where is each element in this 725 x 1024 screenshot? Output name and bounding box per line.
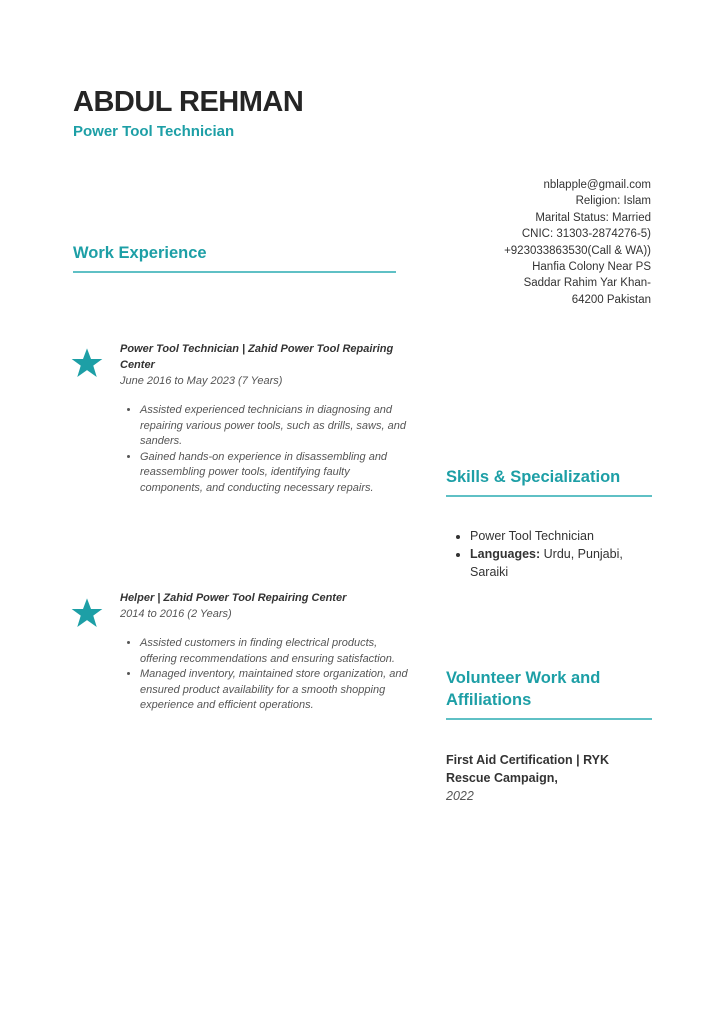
job-entry [120, 341, 412, 496]
skills-heading: Skills & Specialization [446, 468, 621, 486]
work-experience-heading: Work Experience [73, 244, 207, 262]
contact-email[interactable]: nblapple@gmail.com [543, 179, 651, 191]
star-icon [71, 597, 103, 629]
contact-phone: +923033863530(Call & WA)) [504, 244, 651, 257]
volunteer-title: First Aid Certification | RYK Rescue Campaign, [446, 753, 610, 785]
job-bullet: • Managed inventory, maintained store organization, and ensured product availability for a smooth shopping experience and efficient operations. [140, 667, 412, 714]
job-role: Helper | Zahid Power Tool Repairing Center [120, 592, 347, 604]
job-dates: June 2016 to May 2023 (7 Years) [120, 375, 283, 387]
languages-value: Urdu, Punjabi, Saraiki [470, 547, 623, 579]
job-bullets [120, 636, 412, 714]
skill-languages [470, 545, 660, 581]
job-bullet: • Assisted customers in finding electrical products, offering recommendations and ensuring satisfaction. [140, 636, 412, 667]
contact-block [504, 177, 651, 308]
skills-list [450, 527, 660, 581]
contact-address-1: Hanfia Colony Near PS [532, 261, 651, 274]
job-role: Power Tool Technician | Zahid Power Tool Repairing Center [120, 343, 394, 371]
contact-cnic: CNIC: 31303-2874276-5) [521, 228, 651, 241]
job-bullets [120, 403, 412, 496]
skills-divider [446, 495, 652, 497]
candidate-name: ABDUL REHMAN [73, 86, 304, 118]
contact-address-3: 64200 Pakistan [571, 293, 651, 306]
work-divider [73, 271, 396, 273]
job-bullet: • Assisted experienced technicians in diagnosing and repairing various power tools, such as drills, saws, and sanders. [140, 403, 412, 450]
skill-item: • Power Tool Technician [470, 527, 660, 545]
job-bullet: • Gained hands-on experience in disassembling and reassembling power tools, identifying faulty components, and conducting necessary repairs. [140, 450, 412, 497]
job-dates: 2014 to 2016 (2 Years) [120, 608, 232, 620]
contact-religion: Religion: Islam [575, 195, 651, 208]
volunteer-year: 2022 [446, 789, 474, 803]
languages-label: Languages: [470, 547, 541, 561]
candidate-title: Power Tool Technician [73, 123, 235, 140]
volunteer-entry [446, 751, 646, 805]
star-icon [71, 347, 103, 379]
volunteer-heading: Volunteer Work and Affiliations [446, 669, 601, 709]
job-entry [120, 590, 412, 714]
contact-marital: Marital Status: Married [535, 211, 651, 224]
volunteer-divider [446, 718, 652, 720]
contact-address-2: Saddar Rahim Yar Khan- [523, 277, 651, 290]
